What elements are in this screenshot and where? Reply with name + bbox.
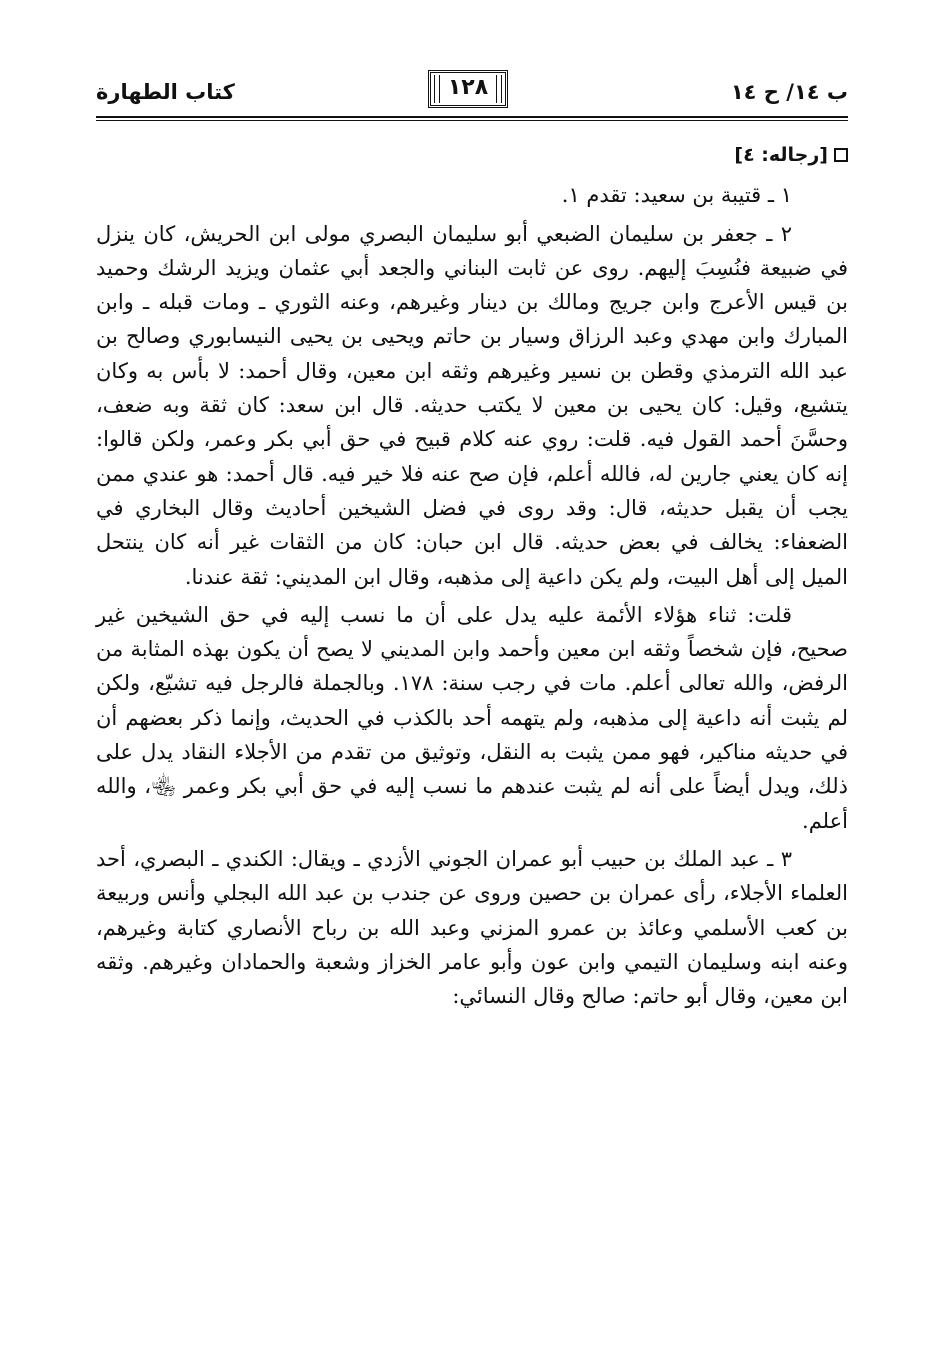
- header-rule-thin: [96, 120, 848, 121]
- page-number: ١٢٨: [447, 75, 489, 100]
- section-title: [رجاله: ٤]: [734, 144, 828, 166]
- book-title: كتاب الطهارة: [96, 80, 235, 104]
- page-body: [96, 138, 848, 1017]
- narrator-1-paragraph: ١ ـ قتيبة بن سعيد: تقدم ١.: [561, 183, 792, 208]
- section-heading: [96, 138, 848, 172]
- commentary-paragraph: قلت: ثناء هؤلاء الأئمة عليه يدل على أن ما نسب إليه في حق الشيخين غير صحيح، فإن شخصاً وثقه ابن معين وأحمد وابن المديني لا يصح أن يكون بهذه المثابة من الرفض، والله تعالى أعلم. مات في رجب سنة: ١٧٨. وبالجملة فالرجل فيه تشيّع، ولكن لم يثبت أنه داعية إلى مذهبه، ولم يتهمه أحد بالكذب في الحديث، وإنما ذكر بعضهم أن في حديثه مناكير، فهو ممن يثبت به النقل، وتوثيق من تقدم من الأجلاء النقاد يدل على ذلك، ويدل أيضاً على أنه لم يثبت عندهم ما نسب إليه في حق أبي بكر وعمر ﵄، والله أعلم.: [96, 602, 848, 833]
- page-number-frame: [428, 70, 508, 108]
- page-header: [96, 70, 848, 120]
- square-bullet-icon: [834, 148, 848, 162]
- hadith-reference: ب ١٤/ ح ١٤: [730, 80, 848, 104]
- narrator-2-paragraph: ٢ ـ جعفر بن سليمان الضبعي أبو سليمان البصري مولى ابن الحريش، كان ينزل في ضبيعة فنُسِبَ إليهم. روى عن ثابت البناني والجعد أبي عثمان ويزيد الرشك وحميد بن قيس الأعرج وابن جريج ومالك بن دينار وغيرهم، وعنه الثوري ـ ومات قبله ـ وابن المبارك وابن مهدي وعبد الرزاق وسيار بن حاتم ويحيى بن يحيى النيسابوري وصالح بن عبد الله الترمذي وقطن بن نسير وغيرهم وثقه ابن معين، وقال أحمد: لا بأس به وكان يتشيع، وقيل: كان يحيى بن معين لا يكتب حديثه. قال ابن سعد: كان ثقة وبه ضعف، وحسَّنَ أحمد القول فيه. قلت: روي عنه كلام قبيح في حق أبي بكر وعمر، ولكن قالوا: إنه كان يعني جارين له، فالله أعلم، فإن صح عنه فلا خير فيه. قال أحمد: هو عندي ممن يجب أن يقبل حديثه، قال: وقد روى في فضل الشيخين أحاديث وقال البخاري في الضعفاء: يخالف في بعض حديثه. قال ابن حبان: كان من الثقات غير أنه كان ينتحل الميل إلى أهل البيت، ولم يكن داعية إلى مذهبه، وقال ابن المديني: ثقة عندنا.: [96, 221, 848, 589]
- header-rule-thick: [96, 116, 848, 118]
- narrator-3-paragraph: ٣ ـ عبد الملك بن حبيب أبو عمران الجوني الأزدي ـ ويقال: الكندي ـ البصري، أحد العلماء الأجلاء، رأى عمران بن حصين وروى عن جندب بن عبد الله البجلي وأنس وربيعة بن كعب الأسلمي وعائذ بن عمرو المزني وعبد الله بن رباح الأنصاري كتابة وغيرهم، وعنه ابنه وسليمان التيمي وابن عون وأبو عامر الخزاز وشعبة والحمادان وغيرهم. وثقه ابن معين، وقال أبو حاتم: صالح وقال النسائي:: [96, 846, 848, 1009]
